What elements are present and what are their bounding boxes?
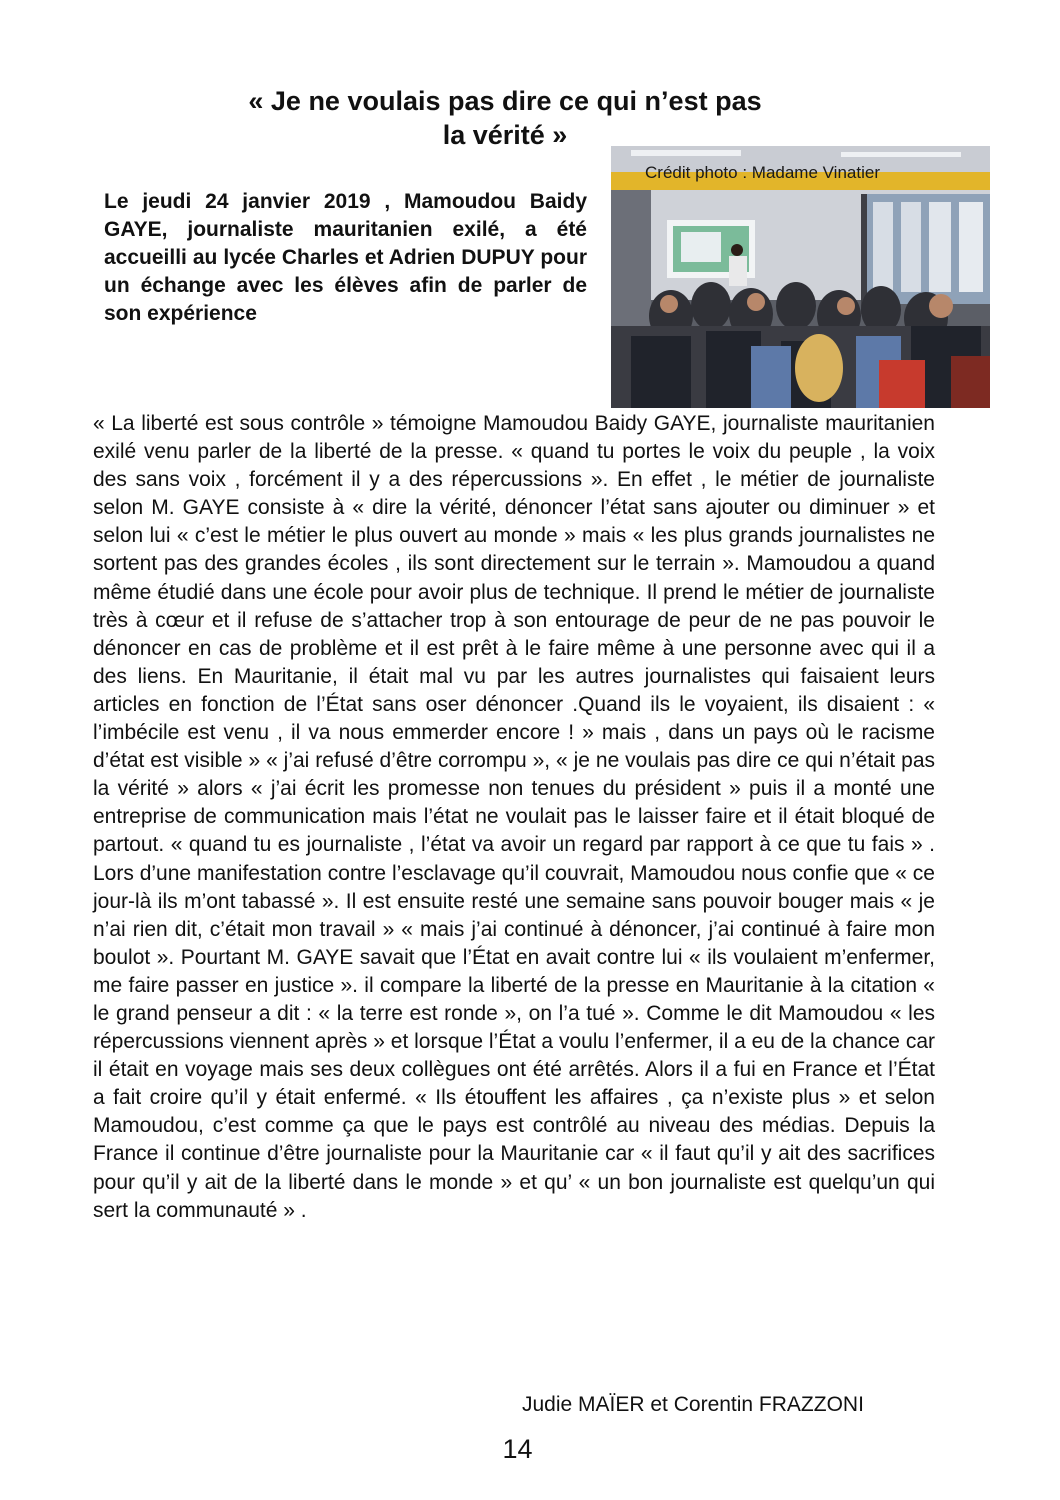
article-title-line-1: « Je ne voulais pas dire ce qui n’est pas bbox=[248, 86, 762, 116]
article-title-line-2: la vérité » bbox=[442, 120, 568, 150]
classroom-photo-illustration bbox=[611, 146, 990, 408]
article-body: « La liberté est sous contrôle » témoigne Mamoudou Baidy GAYE, journaliste mauritanien exilé venu parler de la liberté de la presse. « quand tu portes le voix du peuple , la voix des sans voix , forcément il y a des répercussions ». En effet , le métier de journaliste selon M. GAYE consiste à « dire la vérité, dénoncer l’état sans ajouter ou diminuer » et selon lui « c’est le métier le plus ouvert au monde » mais « les plus grands journalistes ne sortent pas des grandes écoles , ils sont directement sur le terrain ». Mamoudou a quand même étudié dans une école pour avoir plus de technique. Il prend le métier de journaliste très à cœur et il refuse de s’attacher trop à son entourage de peur de ne pas pouvoir le dénoncer en cas de problème et il est prêt à le faire même à une personne avec qui il a des liens. En Mauritanie, il était mal vu par les autres journalistes qui faisaient leurs articles en fonction de l’État sans oser dénoncer .Quand ils le voyaient, ils disaient : « l’imbécile est venu , il va nous emmerder encore ! » mais , dans un pays où le racisme d’état est visible » « j’ai refusé d’être corrompu », « je ne voulais pas dire ce qui n’était pas la vérité » alors « j’ai écrit les promesse non tenues du président » puis il a monté une entreprise de communication mais l’état ne voulait pas le laisser faire et il était bloqué de partout. « quand tu es journaliste , l’état va avoir un regard par rapport à ce que tu fais » . Lors d’une manifestation contre l’esclavage qu’il couvrait, Mamoudou nous confie que « ce jour-là ils m’ont tabassé ». Il est ensuite resté une semaine sans pouvoir bouger mais « je n’ai rien dit, c’était mon travail » « mais j’ai continué à dénoncer, j’ai continué à faire mon boulot ». Pourtant M. GAYE savait que l’État en avait contre lui « ils voulaient m’enfermer, me faire passer en justice ». il compare la liberté de la presse en Mauritanie à la citation « le grand penseur a dit : « la terre est ronde », on l’a tué ». Comme le dit Mamoudou « les répercussions viennent après » et lorsque l’État a voulu l’enfermer, il a eu de la chance car il était en voyage mais ses deux collègues ont été arrêtés. Alors il a fui en France et l’État a fait croire qu’il y était enfermé. « Ils étouffent les affaires , ça n’existe plus » et selon Mamoudou, c’est comme ça que le pays est contrôlé au niveau des médias. Depuis la France il continue d’être journaliste pour la Mauritanie car « il faut qu’il y ait des sacrifices pour qu’il y ait de la liberté dans le monde » et qu’ « un bon journaliste est quelqu’un qui sert la communauté » . bbox=[93, 412, 935, 1222]
classroom-photo bbox=[611, 146, 990, 408]
article-intro: Le jeudi 24 janvier 2019 , Mamoudou Baidy GAYE, journaliste mauritanien exilé, a été accueilli au lycée Charles et Adrien DUPUY pour un échange avec les élèves afin de parler de son expérience bbox=[104, 190, 587, 325]
photo-credit: Crédit photo : Madame Vinatier bbox=[645, 163, 880, 182]
article-title bbox=[150, 84, 860, 152]
article-byline: Judie MAÏER et Corentin FRAZZONI bbox=[522, 1393, 864, 1416]
page-number: 14 bbox=[502, 1434, 533, 1464]
